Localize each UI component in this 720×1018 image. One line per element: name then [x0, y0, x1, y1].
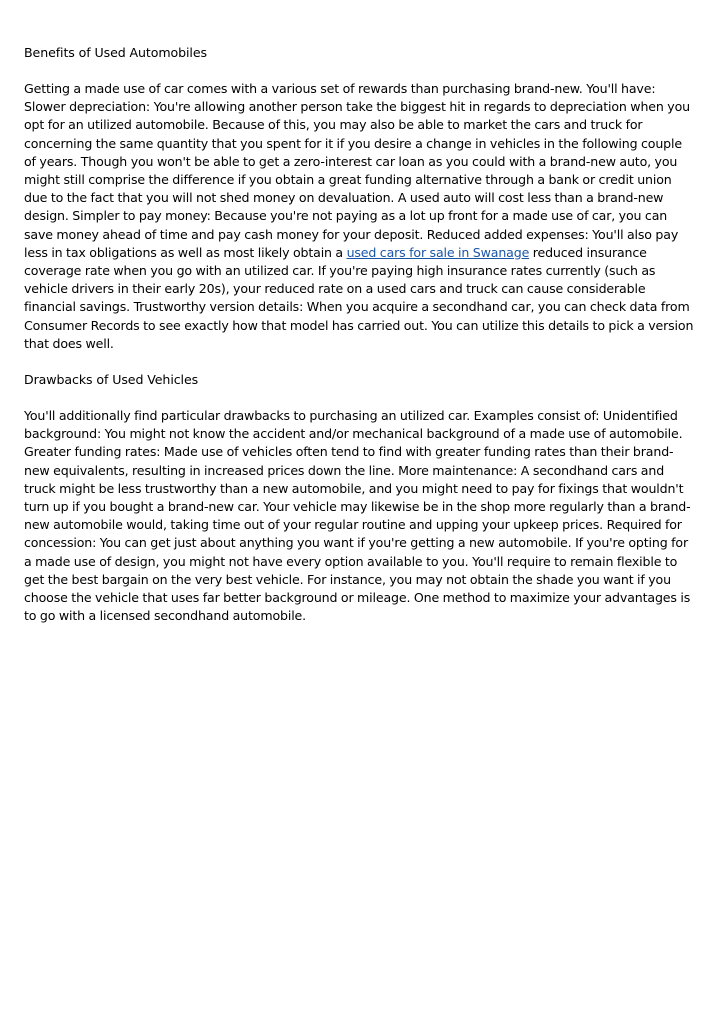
drawbacks-heading: Drawbacks of Used Vehicles [24, 372, 199, 388]
document-page [24, 44, 696, 643]
drawbacks-paragraph: You'll additionally find particular drawbacks to purchasing an utilized car. Examples consist of: Unidentified background: You might not know the accident and/or mechanical background of a made use of automobile. Greater funding rates: Made use of vehicles often tend to find with greater funding rates than their brand-new equivalents, resulting in increased prices down the line. More maintenance: A secondhand cars and truck might be less trustworthy than a new automobile, and you might need to pay for fixings that wouldn't turn up if you bought a brand-new car. Your vehicle may likewise be in the shop more regularly than a brand-new automobile would, taking time out of your regular routine and upping your upkeep prices. Required for concession: You can get just about anything you want if you're getting a new automobile. If you're opting for a made use of design, you might not have every option available to you. You'll require to remain flexible to get the best bargain on the very best vehicle. For instance, you may not obtain the shade you want if you choose the vehicle that uses far better background or mileage. One method to maximize your advantages is to go with a licensed secondhand automobile. [24, 408, 691, 624]
used-cars-link[interactable]: used cars for sale in Swanage [346, 244, 530, 260]
benefits-paragraph [24, 80, 696, 353]
benefits-text-part-1: Getting a made use of car comes with a various set of rewards than purchasing brand-new. You'll have: Slower depreciation: You're allowing another person take the biggest hit in regards to depreciation when you opt for an utilized automobile. Because of this, you may also be able to market the cars and truck for concerning the same quantity that you spent for it if you desire a change in vehicles in the following couple of years. Though you won't be able to get a zero-interest car loan as you could with a brand-new auto, you might still comprise the difference if you obtain a great funding alternative through a bank or credit union due to the fact that you will not shed money on devaluation. A used auto will cost less than a brand-new design. Simpler to pay money: Because you're not paying as a lot up front for a made use of car, you can save money ahead of time and pay cash money for your deposit. Reduced added expenses: You'll also pay less in tax obligations as well as most likely obtain a [24, 81, 690, 260]
benefits-heading: Benefits of Used Automobiles [24, 45, 207, 60]
benefits-text-part-2: reduced insurance coverage rate when you go with an utilized car. If you're paying high insurance rates currently (such as vehicle drivers in their early 20s), your reduced rate on a used cars and truck can cause considerable financial savings. Trustworthy version details: When you acquire a secondhand car, you can check data from Consumer Records to see exactly how that model has carried out. You can utilize this details to pick a version that does well. [24, 244, 694, 351]
